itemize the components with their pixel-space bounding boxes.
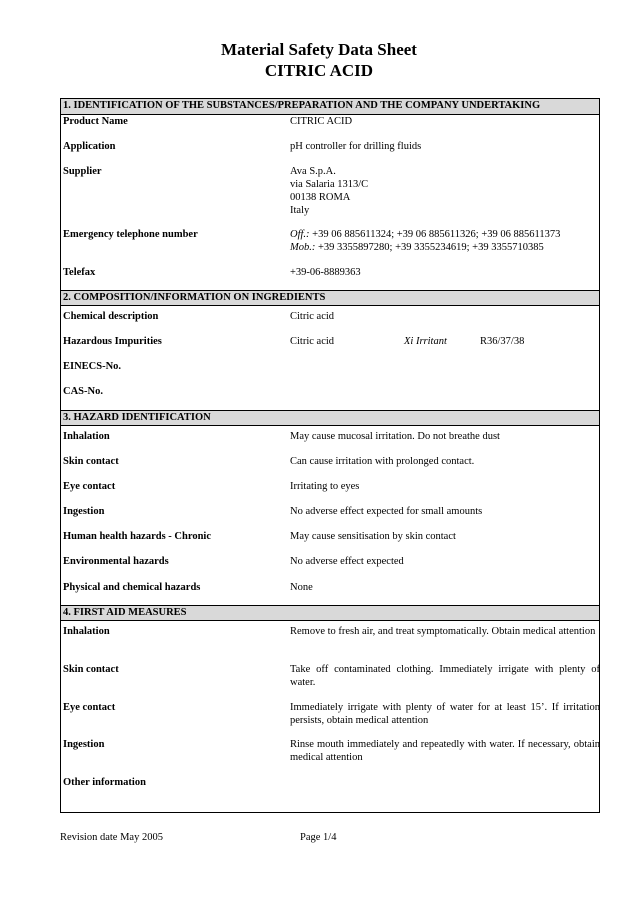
hazard-row-label: Skin contact <box>63 456 119 467</box>
supplier-line: Ava S.p.A. <box>290 166 336 177</box>
first-aid-row-label: Inhalation <box>63 626 110 637</box>
hazard-row-value: No adverse effect expected <box>290 556 404 567</box>
hazard-row-label: Environmental hazards <box>63 556 169 567</box>
hazard-row-label: Inhalation <box>63 431 110 442</box>
section-2-heading: 2. COMPOSITION/INFORMATION ON INGREDIENTS <box>61 290 599 306</box>
revision-date: Revision date May 2005 <box>60 832 163 843</box>
hazard-row-value: No adverse effect expected for small amounts <box>290 506 483 517</box>
office-label: Off.: <box>290 229 310 240</box>
hazard-row-label: Ingestion <box>63 506 105 517</box>
msds-form <box>60 98 600 813</box>
mobile-phones <box>290 241 544 254</box>
section-3-heading: 3. HAZARD IDENTIFICATION <box>61 410 599 426</box>
first-aid-row-label: Ingestion <box>63 739 105 750</box>
application-label: Application <box>63 141 116 152</box>
mobile-numbers: +39 3355897280; +39 3355234619; +39 3355710385 <box>315 242 544 253</box>
office-phones <box>290 228 560 241</box>
substance-title: CITRIC ACID <box>264 61 374 80</box>
hazard-row-value: May cause sensitisation by skin contact <box>290 531 456 542</box>
cas-label: CAS-No. <box>63 386 103 397</box>
hazard-row-value: Irritating to eyes <box>290 481 360 492</box>
einecs-label: EINECS-No. <box>63 361 122 372</box>
hazard-row-label: Physical and chemical hazards <box>63 582 201 593</box>
chemical-description-value: Citric acid <box>290 311 335 322</box>
hazard-symbol: Xi Irritant <box>404 336 447 347</box>
mobile-label: Mob.: <box>290 242 316 253</box>
hazardous-impurities-label: Hazardous Impurities <box>63 336 162 347</box>
first-aid-row-label: Eye contact <box>63 702 116 713</box>
hazard-row-label: Eye contact <box>63 481 116 492</box>
supplier-line: Italy <box>290 205 310 216</box>
supplier-line: via Salaria 1313/C <box>290 179 369 190</box>
first-aid-row-label: Skin contact <box>63 664 119 675</box>
emergency-phone-label: Emergency telephone number <box>63 229 198 240</box>
chemical-description-label: Chemical description <box>63 311 159 322</box>
first-aid-row-value: Immediately irrigate with plenty of water for at least 15’. If irritation persists, obtain medical attention <box>290 702 600 726</box>
telefax-label: Telefax <box>63 267 96 278</box>
page-number: Page 1/4 <box>300 832 337 843</box>
document-title: Material Safety Data Sheet <box>221 40 417 59</box>
first-aid-row-label: Other information <box>63 777 146 788</box>
hazard-row-value: May cause mucosal irritation. Do not breathe dust <box>290 431 500 442</box>
office-numbers: +39 06 885611324; +39 06 885611326; +39 06 885611373 <box>309 229 561 240</box>
product-name-value: CITRIC ACID <box>290 116 353 127</box>
hazard-row-value: Can cause irritation with prolonged contact. <box>290 456 475 467</box>
product-name-label: Product Name <box>63 116 128 127</box>
section-1-heading: 1. IDENTIFICATION OF THE SUBSTANCES/PREPARATION AND THE COMPANY UNDERTAKING <box>61 99 599 115</box>
supplier-line: 00138 ROMA <box>290 192 351 203</box>
application-value: pH controller for drilling fluids <box>290 141 422 152</box>
first-aid-row-value: Rinse mouth immediately and repeatedly with water. If necessary, obtain medical attention <box>290 739 600 763</box>
risk-phrases: R36/37/38 <box>480 336 525 347</box>
hazard-row-value: None <box>290 582 313 593</box>
hazardous-impurities-value: Citric acid <box>290 336 335 347</box>
supplier-label: Supplier <box>63 166 102 177</box>
hazard-row-label: Human health hazards - Chronic <box>63 531 211 542</box>
first-aid-row-value: Take off contaminated clothing. Immediately irrigate with plenty of water. <box>290 664 600 688</box>
first-aid-row-value: Remove to fresh air, and treat symptomatically. Obtain medical attention <box>290 626 596 637</box>
section-4-heading: 4. FIRST AID MEASURES <box>61 605 599 621</box>
telefax-value: +39-06-8889363 <box>290 267 361 278</box>
